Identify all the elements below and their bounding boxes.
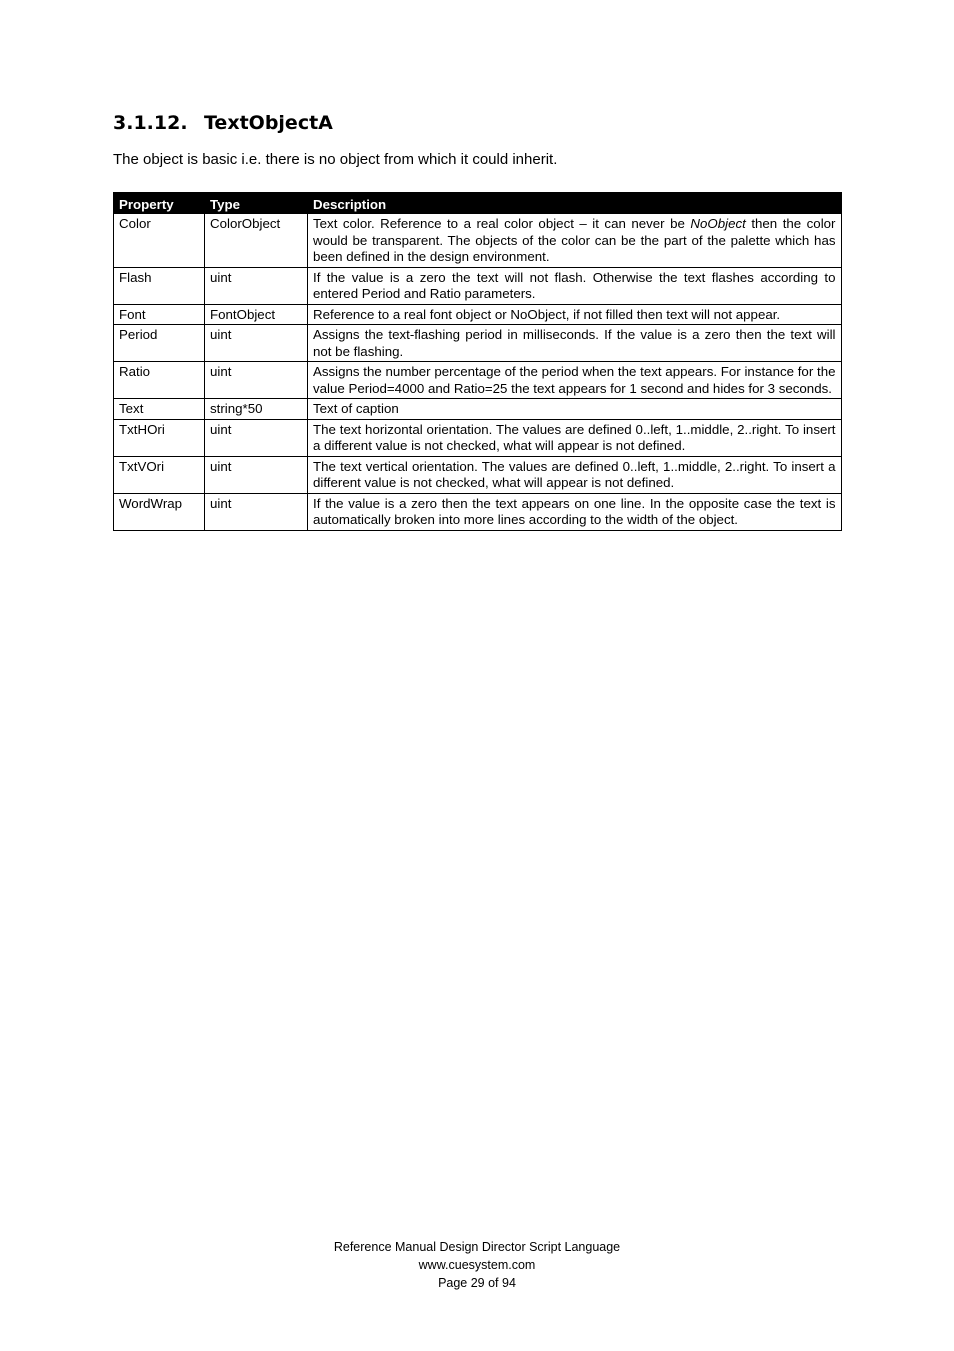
table-row bbox=[114, 456, 842, 493]
cell-property: Flash bbox=[114, 267, 205, 304]
table-row bbox=[114, 304, 842, 325]
cell-type: FontObject bbox=[205, 304, 308, 325]
cell-type: string*50 bbox=[205, 399, 308, 420]
desc-text-after: then the color would be transparent. The objects of the color can be the part of the palette which has been defined in the design environment. bbox=[313, 216, 836, 264]
cell-description: Assigns the number percentage of the period when the text appears. For instance for the value Period=4000 and Ratio=25 the text appears for 1 second and hides for 3 seconds. bbox=[308, 362, 842, 399]
cell-type: uint bbox=[205, 267, 308, 304]
cell-description: Reference to a real font object or NoObject, if not filled then text will not appear. bbox=[308, 304, 842, 325]
header-description: Description bbox=[308, 192, 842, 214]
cell-type: uint bbox=[205, 456, 308, 493]
table-row bbox=[114, 493, 842, 530]
cell-type: ColorObject bbox=[205, 214, 308, 268]
cell-description: If the value is a zero then the text appears on one line. In the opposite case the text is automatically broken into more lines according to the width of the object. bbox=[308, 493, 842, 530]
cell-property: TxtHOri bbox=[114, 419, 205, 456]
header-property: Property bbox=[114, 192, 205, 214]
cell-description: The text vertical orientation. The values are defined 0..left, 1..middle, 2..right. To insert a different value is not checked, what will appear is not defined. bbox=[308, 456, 842, 493]
cell-description: Text of caption bbox=[308, 399, 842, 420]
cell-type: uint bbox=[205, 325, 308, 362]
section-intro: The object is basic i.e. there is no object from which it could inherit. bbox=[113, 151, 558, 168]
section-number: 3.1.12. bbox=[113, 112, 188, 134]
footer-title: Reference Manual Design Director Script Language bbox=[333, 1240, 621, 1254]
header-type: Type bbox=[205, 192, 308, 214]
table-row bbox=[114, 362, 842, 399]
desc-italic: NoObject bbox=[690, 216, 746, 231]
table-row bbox=[114, 399, 842, 420]
cell-description bbox=[308, 214, 842, 268]
table-header-row bbox=[114, 192, 842, 214]
page-footer bbox=[0, 1238, 954, 1292]
cell-description: The text horizontal orientation. The values are defined 0..left, 1..middle, 2..right. To insert a different value is not checked, what will appear is not defined. bbox=[308, 419, 842, 456]
cell-property: WordWrap bbox=[114, 493, 205, 530]
cell-property: Text bbox=[114, 399, 205, 420]
desc-text: Text color. Reference to a real color object – it can never be bbox=[313, 216, 691, 231]
cell-type: uint bbox=[205, 419, 308, 456]
cell-description: Assigns the text-flashing period in milliseconds. If the value is a zero then the text will not be flashing. bbox=[308, 325, 842, 362]
cell-property: Ratio bbox=[114, 362, 205, 399]
cell-type: uint bbox=[205, 493, 308, 530]
table-row bbox=[114, 419, 842, 456]
section-heading bbox=[113, 112, 333, 134]
table-row bbox=[114, 267, 842, 304]
cell-property: TxtVOri bbox=[114, 456, 205, 493]
cell-property: Color bbox=[114, 214, 205, 268]
footer-page-number: Page 29 of 94 bbox=[438, 1276, 516, 1290]
cell-description: If the value is a zero the text will not flash. Otherwise the text flashes according to entered Period and Ratio parameters. bbox=[308, 267, 842, 304]
footer-website: www.cuesystem.com bbox=[418, 1258, 536, 1272]
cell-property: Period bbox=[114, 325, 205, 362]
table-row bbox=[114, 325, 842, 362]
cell-type: uint bbox=[205, 362, 308, 399]
table-row bbox=[114, 214, 842, 268]
property-table bbox=[113, 192, 842, 531]
section-title: TextObjectA bbox=[204, 112, 333, 134]
cell-property: Font bbox=[114, 304, 205, 325]
